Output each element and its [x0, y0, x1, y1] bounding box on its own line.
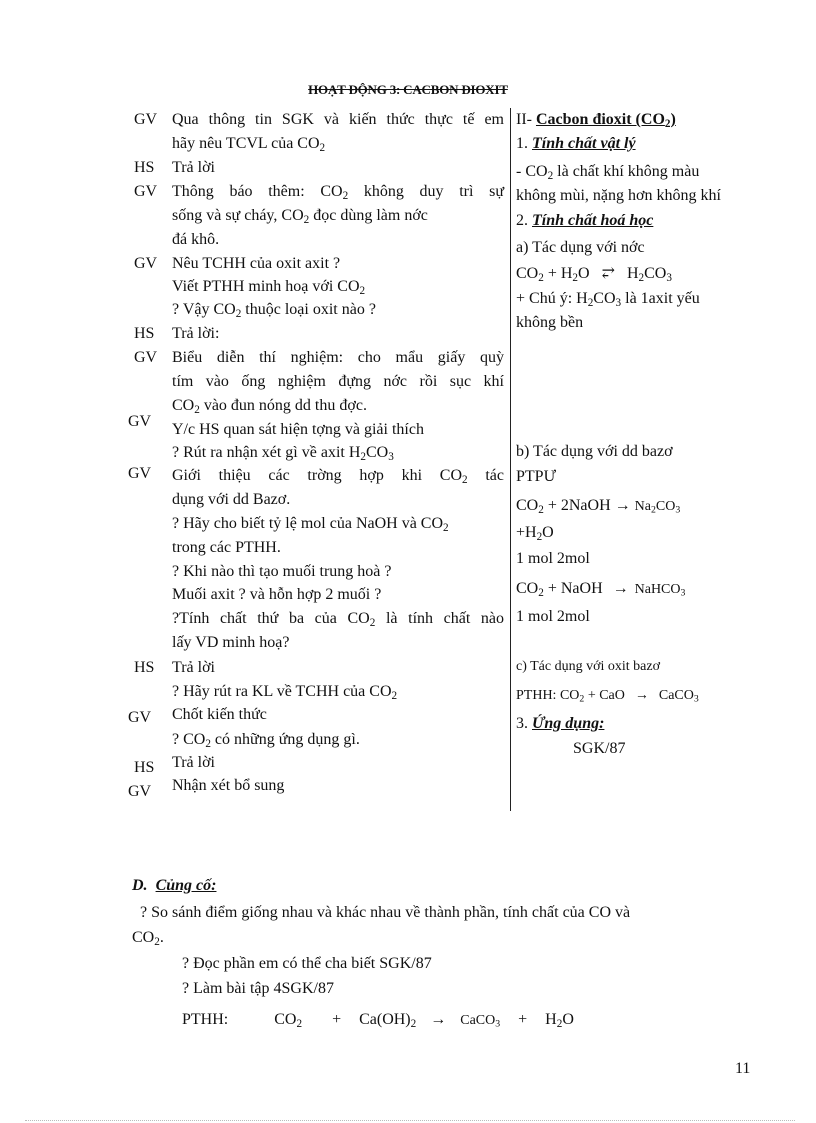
left-line: ? Hãy rút ra KL về TCHH của $CO_2$ [172, 683, 398, 702]
right-line: không bền [516, 314, 584, 331]
right-arrow-icon: → [612, 580, 629, 597]
left-line: Biểu diễn thí nghiệm: cho mẩu giấy quỳ [172, 349, 504, 366]
equation: $CO_2$ + 2NaOH → $Na_2CO_3$ [516, 497, 681, 516]
right-line: 1 mol 2mol [516, 550, 590, 567]
equation: $+H_2O$ [516, 524, 554, 543]
left-line: Y/c HS quan sát hiện tợng và giải thích [172, 421, 424, 438]
page-title: HOẠT ĐỘNG 3: CACBON ĐIOXIT [308, 82, 508, 97]
section-heading: II- Cacbon đioxit $(CO_2)$ [516, 111, 676, 130]
page-number: 11 [735, 1060, 751, 1077]
role-label: GV [134, 183, 158, 200]
right-line: + Chú ý: $H_2CO_3$ là 1axit yếu [516, 290, 700, 309]
left-line: sống và sự cháy, $CO_2$ đọc dùng làm nớc [172, 207, 428, 226]
section-heading: 1. Tính chất vật lý [516, 135, 636, 152]
left-line: trong các PTHH. [172, 539, 281, 556]
equation: PTHH: $CO_2$ + CaO → CaCO$_3$ [516, 688, 699, 705]
question-line: ? So sánh điểm giống nhau và khác nhau về thành phần, tính chất của CO và [140, 904, 631, 921]
equation: $CO_2$ + NaOH → NaHCO$_3$ [516, 580, 686, 599]
left-line: ? Hãy cho biết tỷ lệ mol của NaOH và $CO_2$ [172, 515, 449, 534]
right-line: PTPƯ [516, 468, 556, 485]
equilibrium-arrow-icon: ⥂ [601, 265, 615, 282]
role-label: HS [134, 759, 155, 776]
right-line: SGK/87 [573, 740, 626, 757]
left-line: tím vào ống nghiệm đựng nớc rồi sục khí [172, 373, 504, 390]
left-line: Qua thông tin SGK và kiến thức thực tế em [172, 111, 504, 128]
equation: $CO_2 + H_2O$ ⥂ $H_2CO_3$ [516, 265, 672, 284]
left-line: Giới thiệu các trờng hợp khi $CO_2$ tác [172, 467, 504, 486]
left-line: ? $CO_2$ có những ứng dụng gì. [172, 731, 360, 750]
role-label: GV [128, 465, 152, 482]
section-heading: 2. Tính chất hoá học [516, 212, 654, 229]
question-line: ? Đọc phần em có thể cha biết SGK/87 [182, 955, 432, 972]
left-line: Trả lời: [172, 325, 220, 342]
left-line: dụng với dd Bazơ. [172, 491, 291, 508]
right-line: a) Tác dụng với nớc [516, 239, 645, 256]
section-heading: 3. Ứng dụng: [516, 715, 605, 732]
left-line: ? Rút ra nhận xét gì về axit $H_2CO_3$ [172, 444, 394, 463]
left-line: Trả lời [172, 754, 215, 771]
role-label: GV [128, 709, 152, 726]
left-line: Viết PTHH minh hoạ với $CO_2$ [172, 278, 366, 297]
column-divider [510, 108, 511, 811]
left-line: ?Tính chất thứ ba của $CO_2$ là tính chất nào [172, 610, 505, 629]
left-line: Trả lời [172, 159, 215, 176]
left-line: Muối axit ? và hỗn hợp 2 muối ? [172, 586, 382, 603]
right-arrow-icon: → [430, 1011, 447, 1028]
right-line: - $CO_2$ là chất khí không màu [516, 163, 700, 182]
left-line: $CO_2$ vào đun nóng dd thu đợc. [172, 397, 367, 416]
page-bottom-border [25, 1120, 795, 1121]
role-label: GV [128, 783, 152, 800]
left-line: hãy nêu TCVL của $CO_2$ [172, 135, 326, 154]
left-line: Trả lời [172, 659, 215, 676]
role-label: GV [134, 349, 158, 366]
left-line: Chốt kiến thức [172, 706, 267, 723]
right-line: không mùi, nặng hơn không khí [516, 187, 721, 204]
role-label: HS [134, 325, 155, 342]
left-line: đá khô. [172, 231, 220, 248]
question-line: $CO_2$. [132, 929, 164, 948]
left-line: Nêu TCHH của oxit axit ? [172, 255, 341, 272]
role-label: HS [134, 159, 155, 176]
left-line: Nhận xét bổ sung [172, 777, 285, 794]
role-label: GV [134, 111, 158, 128]
right-line: b) Tác dụng với dd bazơ [516, 443, 673, 460]
right-line: 1 mol 2mol [516, 608, 590, 625]
role-label: GV [128, 413, 152, 430]
equation: PTHH: $CO_2 + Ca(OH)_2$ → CaCO$_3$ + $H_2O$ [182, 1011, 574, 1030]
left-line: ? Khi nào thì tạo muối trung hoà ? [172, 563, 392, 580]
left-line: Thông báo thêm: $CO_2$ không duy trì sự [172, 183, 504, 202]
role-label: HS [134, 659, 155, 676]
right-line: c) Tác dụng với oxit bazơ [516, 659, 661, 674]
right-arrow-icon: → [634, 688, 649, 703]
right-arrow-icon: → [614, 497, 631, 514]
left-line: lấy VD minh hoạ? [172, 634, 290, 651]
left-line: ? Vậy $CO_2$ thuộc loại oxit nào ? [172, 301, 376, 320]
section-heading: D. Củng cố: [132, 877, 217, 894]
question-line: ? Làm bài tập 4SGK/87 [182, 980, 334, 997]
role-label: GV [134, 255, 158, 272]
